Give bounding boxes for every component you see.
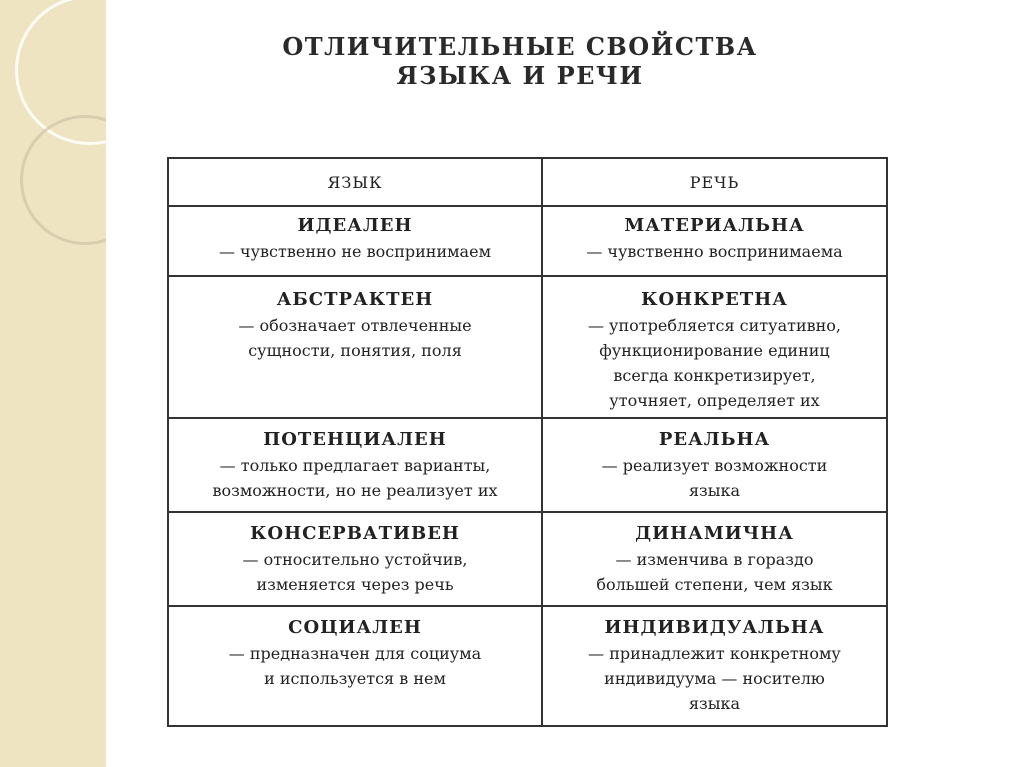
page-title (200, 32, 840, 90)
table-header (169, 159, 886, 207)
property-description: — принадлежит конкретному (588, 644, 841, 663)
speech-cell (543, 427, 886, 503)
decorative-side-band (0, 0, 106, 767)
property-heading: МАТЕРИАЛЬНА (624, 215, 805, 236)
language-cell (169, 287, 541, 363)
property-description: — чувственно не воспринимаем (218, 242, 492, 261)
property-description: уточняет, определяет их (609, 391, 820, 410)
property-heading: КОНСЕРВАТИВЕН (250, 523, 460, 544)
property-description: индивидуума — носителю (604, 669, 825, 688)
language-cell (169, 521, 541, 597)
title-line-2: ЯЗЫКА И РЕЧИ (396, 61, 644, 90)
table-row (169, 277, 886, 419)
property-heading: ДИНАМИЧНА (635, 523, 794, 544)
property-description: изменяется через речь (256, 575, 454, 594)
header-speech: РЕЧЬ (689, 173, 740, 192)
property-heading: ИНДИВИДУАЛЬНА (604, 617, 825, 638)
speech-cell (543, 615, 886, 716)
language-cell (169, 615, 541, 691)
property-description: сущности, понятия, поля (248, 341, 462, 360)
property-description: — только предлагает варианты, (219, 456, 491, 475)
property-heading: СОЦИАЛЕН (288, 617, 422, 638)
property-heading: ПОТЕНЦИАЛЕН (263, 429, 447, 450)
property-description: функционирование единиц (599, 341, 830, 360)
property-description: всегда конкретизирует, (613, 366, 816, 385)
title-line-1: ОТЛИЧИТЕЛЬНЫЕ СВОЙСТВА (282, 32, 758, 61)
header-language: ЯЗЫК (327, 173, 383, 192)
property-description: и используется в нем (264, 669, 446, 688)
table-row (169, 207, 886, 277)
property-heading: РЕАЛЬНА (658, 429, 771, 450)
property-heading: КОНКРЕТНА (641, 289, 788, 310)
property-description: — реализует возможности (601, 456, 828, 475)
property-description: большей степени, чем язык (596, 575, 833, 594)
language-cell (169, 427, 541, 503)
column-divider (541, 159, 543, 725)
property-description: — изменчива в гораздо (615, 550, 814, 569)
table-row (169, 607, 886, 725)
property-description: — употребляется ситуативно, (587, 316, 842, 335)
property-description: — предназначен для социума (228, 644, 482, 663)
comparison-table (167, 157, 888, 727)
decorative-ring (20, 115, 106, 245)
property-heading: ИДЕАЛЕН (297, 215, 413, 236)
property-description: — обозначает отвлеченные (238, 316, 472, 335)
table-row (169, 419, 886, 513)
property-description: языка (688, 481, 741, 500)
property-description: — относительно устойчив, (242, 550, 468, 569)
property-description: — чувственно воспринимаема (586, 242, 843, 261)
table-row (169, 513, 886, 607)
speech-cell (543, 287, 886, 413)
property-description: языка (688, 694, 741, 713)
language-cell (169, 213, 541, 264)
speech-cell (543, 521, 886, 597)
property-heading: АБСТРАКТЕН (276, 289, 434, 310)
speech-cell (543, 213, 886, 264)
property-description: возможности, но не реализует их (212, 481, 498, 500)
